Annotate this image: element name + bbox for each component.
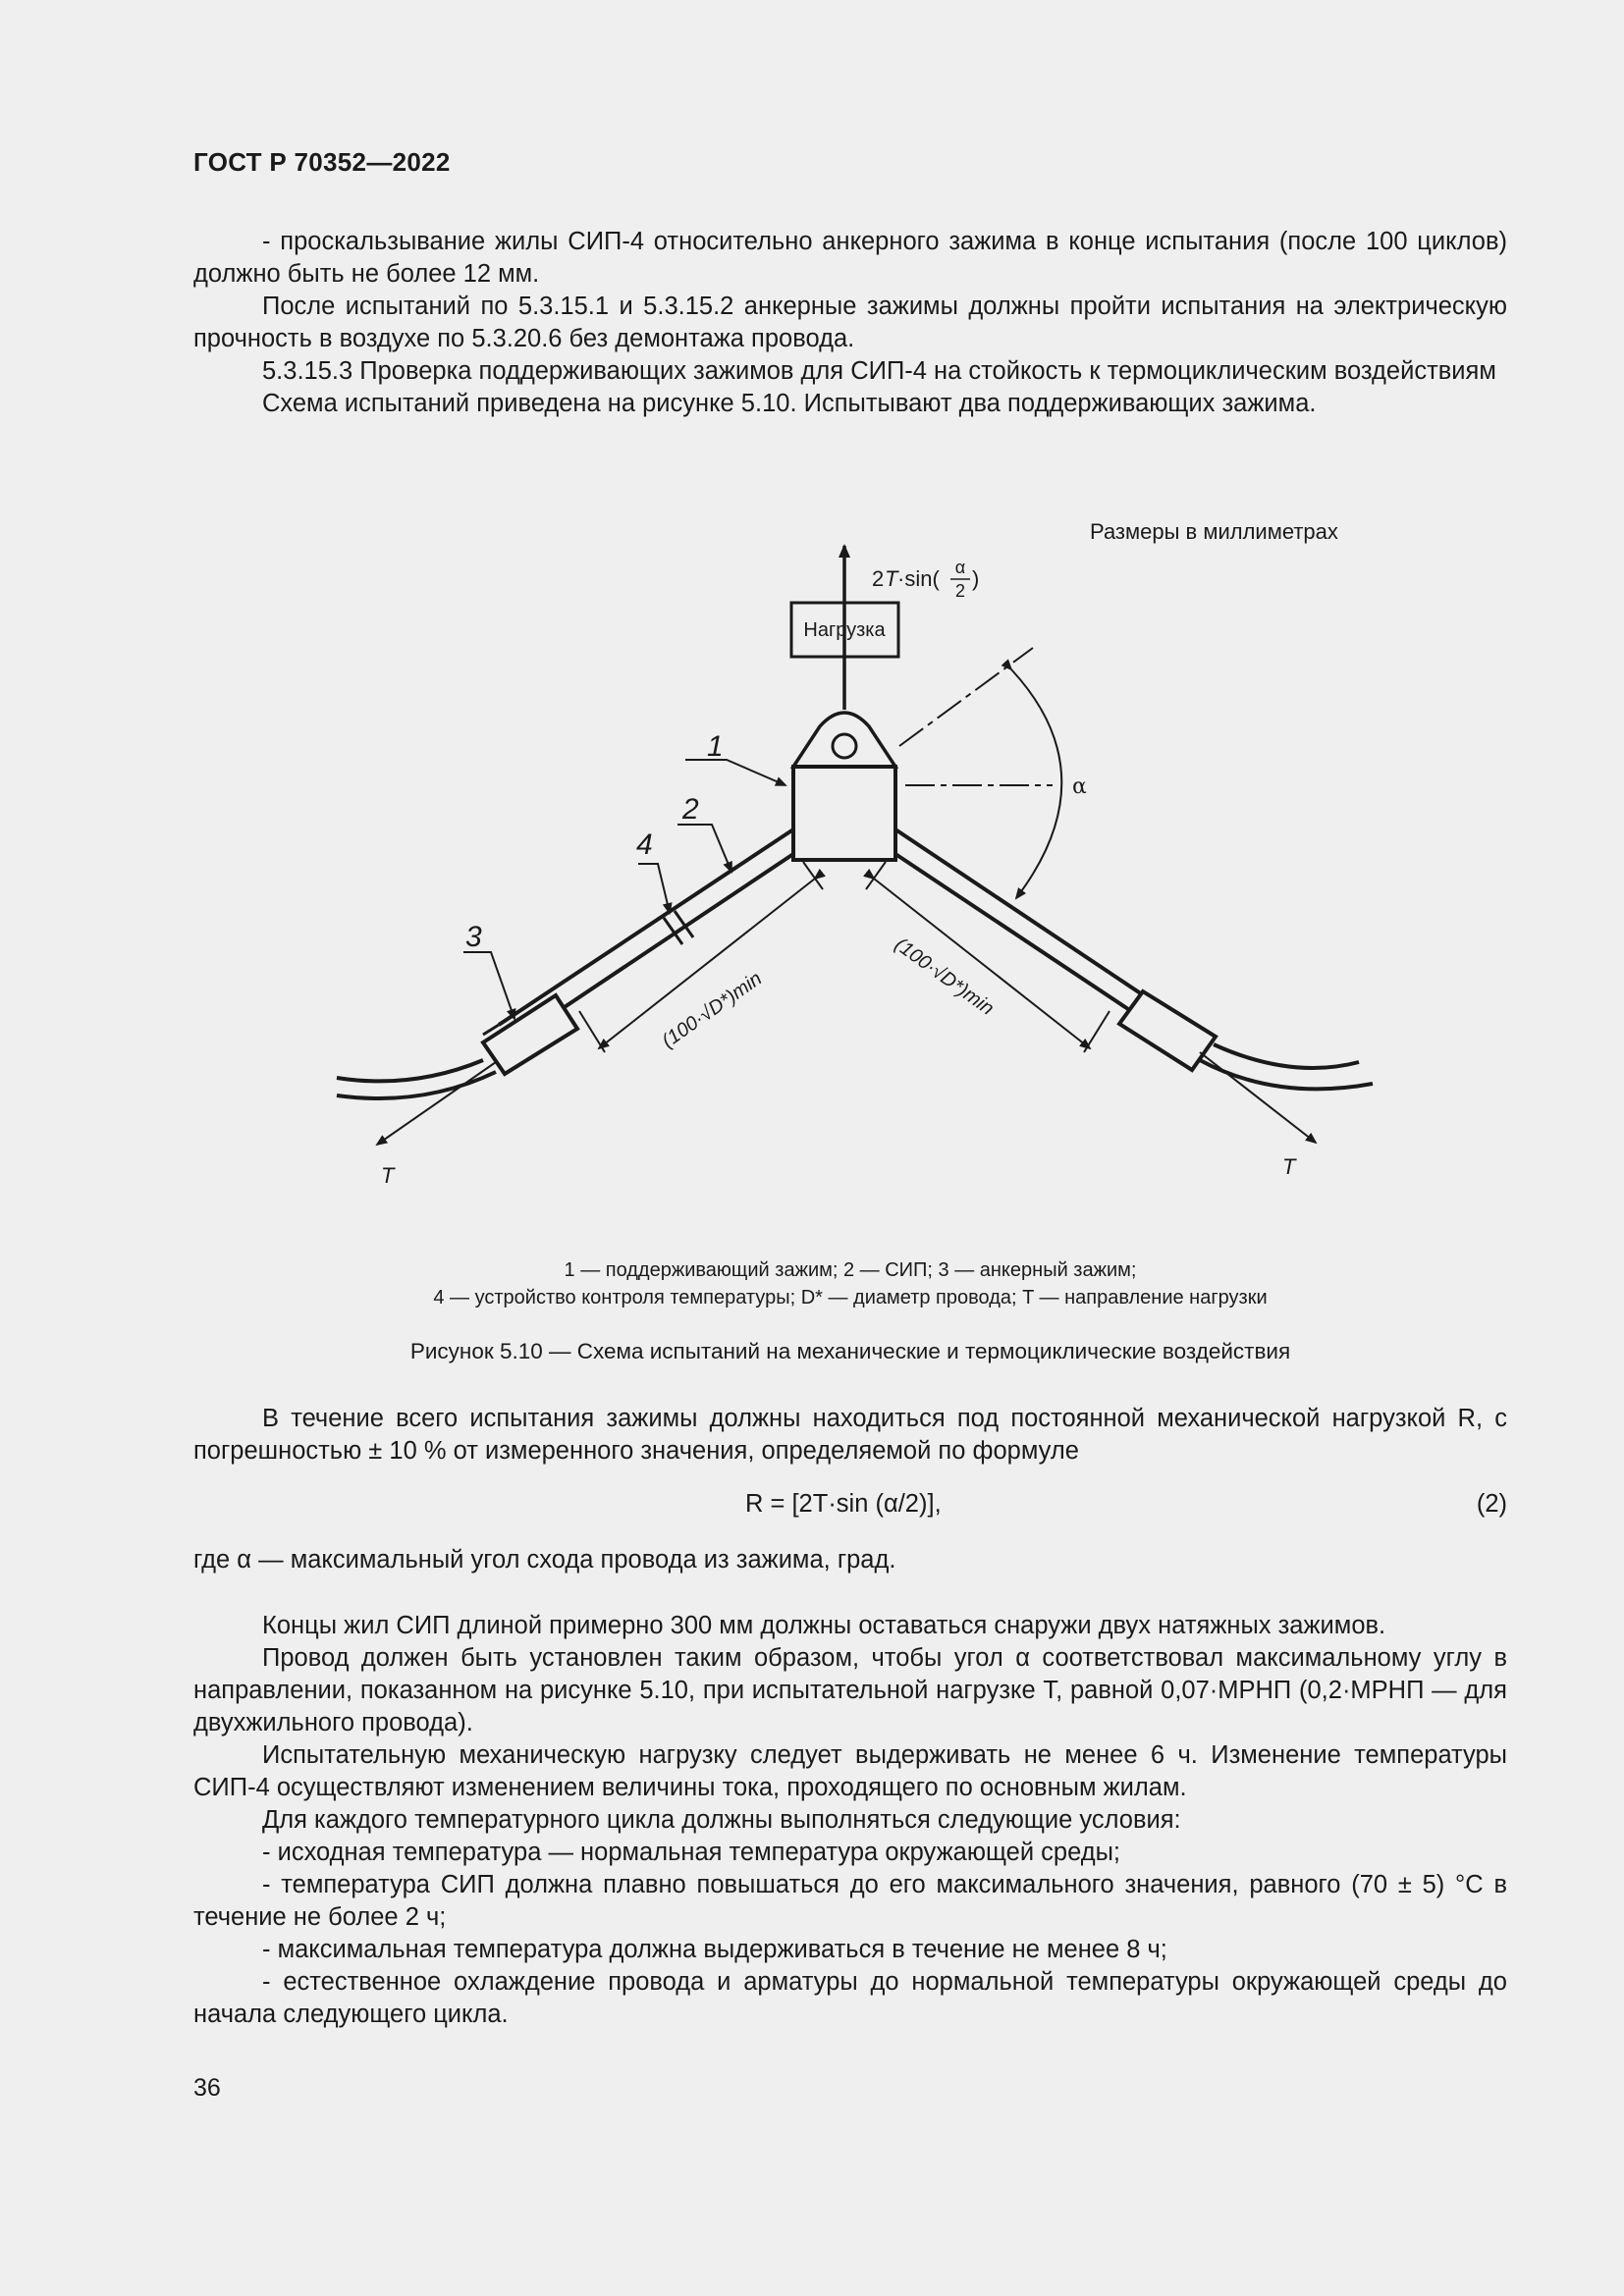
figure-caption: Рисунок 5.10 — Схема испытаний на механические и термоциклические воздействия — [409, 1339, 1291, 1363]
paragraph: Провод должен быть установлен таким образом, чтобы угол α соответствовал максимальному углу в направлении, показанном на рисунке 5.10, при испытательной нагрузке T, равной 0,07·МРНП (0,2·МРНП — для двухжильного провода). — [193, 1644, 1507, 1736]
anchor-clamp-right — [1119, 991, 1216, 1070]
dimension-label-left: (100·√D*)min — [658, 967, 767, 1053]
page-number: 36 — [193, 2074, 221, 2102]
support-clamp — [793, 767, 895, 860]
force-label-frac-den: 2 — [954, 581, 966, 601]
figure-legend-line-2: 4 — устройство контроля температуры; D* — диаметр провода; T — направление нагрузки — [433, 1287, 1268, 1308]
paragraph: Для каждого температурного цикла должны выполняться следующие условия: — [262, 1806, 1181, 1834]
figure-legend-line-1: 1 — поддерживающий зажим; 2 — СИП; 3 — анкерный зажим; — [564, 1259, 1137, 1281]
text-block-bottom — [193, 1610, 1507, 2031]
dimensions-note: Размеры в миллиметрах — [1090, 519, 1338, 544]
callout-4: 4 — [636, 828, 653, 861]
callout-1: 1 — [707, 730, 724, 763]
formula-number: (2) — [1476, 1490, 1507, 1518]
test-scheme-figure — [0, 491, 1624, 1325]
paragraph: Испытательную механическую нагрузку следует выдерживать не менее 6 ч. Изменение температуры СИП-4 осуществляют изменением величины тока, проходящего по основным жилам. — [193, 1741, 1507, 1801]
paragraph: Концы жил СИП длиной примерно 300 мм должны оставаться снаружи двух натяжных зажимов. — [262, 1612, 1386, 1639]
load-box-label: Нагрузка — [803, 619, 886, 641]
paragraph: После испытаний по 5.3.15.1 и 5.3.15.2 анкерные зажимы должны пройти испытания на электрическую прочность в воздухе по 5.3.20.6 без демонтажа провода. — [193, 293, 1507, 352]
paragraph: В течение всего испытания зажимы должны находиться под постоянной механической нагрузкой R, с погрешностью ± 10 % от измеренного значения, определяемой по формуле — [193, 1405, 1507, 1465]
text-block-middle — [193, 1403, 1507, 1468]
anchor-clamp-left — [483, 995, 577, 1074]
angle-label: α — [1072, 774, 1087, 799]
paragraph: - исходная температура — нормальная температура окружающей среды; — [262, 1839, 1120, 1866]
force-label-close: ) — [972, 566, 980, 591]
dimension-label-right: (100·√D*)min — [891, 934, 999, 1020]
paragraph-where: где α — максимальный угол схода провода из зажима, град. — [193, 1546, 896, 1574]
callout-2: 2 — [682, 793, 699, 826]
tension-label-right: T — [1282, 1154, 1296, 1179]
paragraph: Схема испытаний приведена на рисунке 5.10. Испытывают два поддерживающих зажима. — [262, 390, 1317, 417]
paragraph: - температура СИП должна плавно повышаться до его максимального значения, равного (70 ± 5) °С в течение не более 2 ч; — [193, 1871, 1507, 1931]
text-block-where — [193, 1544, 1507, 1576]
force-label-frac-num: α — [954, 558, 966, 577]
paragraph: 5.3.15.3 Проверка поддерживающих зажимов для СИП-4 на стойкость к термоциклическим воздействиям — [262, 357, 1496, 385]
paragraph: - максимальная температура должна выдерживаться в течение не менее 8 ч; — [262, 1936, 1167, 1963]
document-header: ГОСТ Р 70352—2022 — [193, 147, 451, 177]
tension-label-left: T — [381, 1163, 395, 1188]
text-block-top — [193, 226, 1507, 420]
force-label-T: T — [885, 566, 898, 591]
formula-expression: R = [2T·sin (α/2)], — [745, 1490, 942, 1518]
paragraph: - проскальзывание жилы СИП-4 относительно анкерного зажима в конце испытания (после 100 циклов) должно быть не более 12 мм. — [193, 228, 1507, 288]
callout-3: 3 — [465, 921, 482, 953]
angle-arc — [1011, 669, 1061, 898]
force-label-sin: ·sin( — [897, 566, 940, 591]
force-label-prefix: 2 — [872, 566, 885, 591]
paragraph: - естественное охлаждение провода и арматуры до нормальной температуры окружающей среды до начала следующего цикла. — [193, 1968, 1507, 2028]
